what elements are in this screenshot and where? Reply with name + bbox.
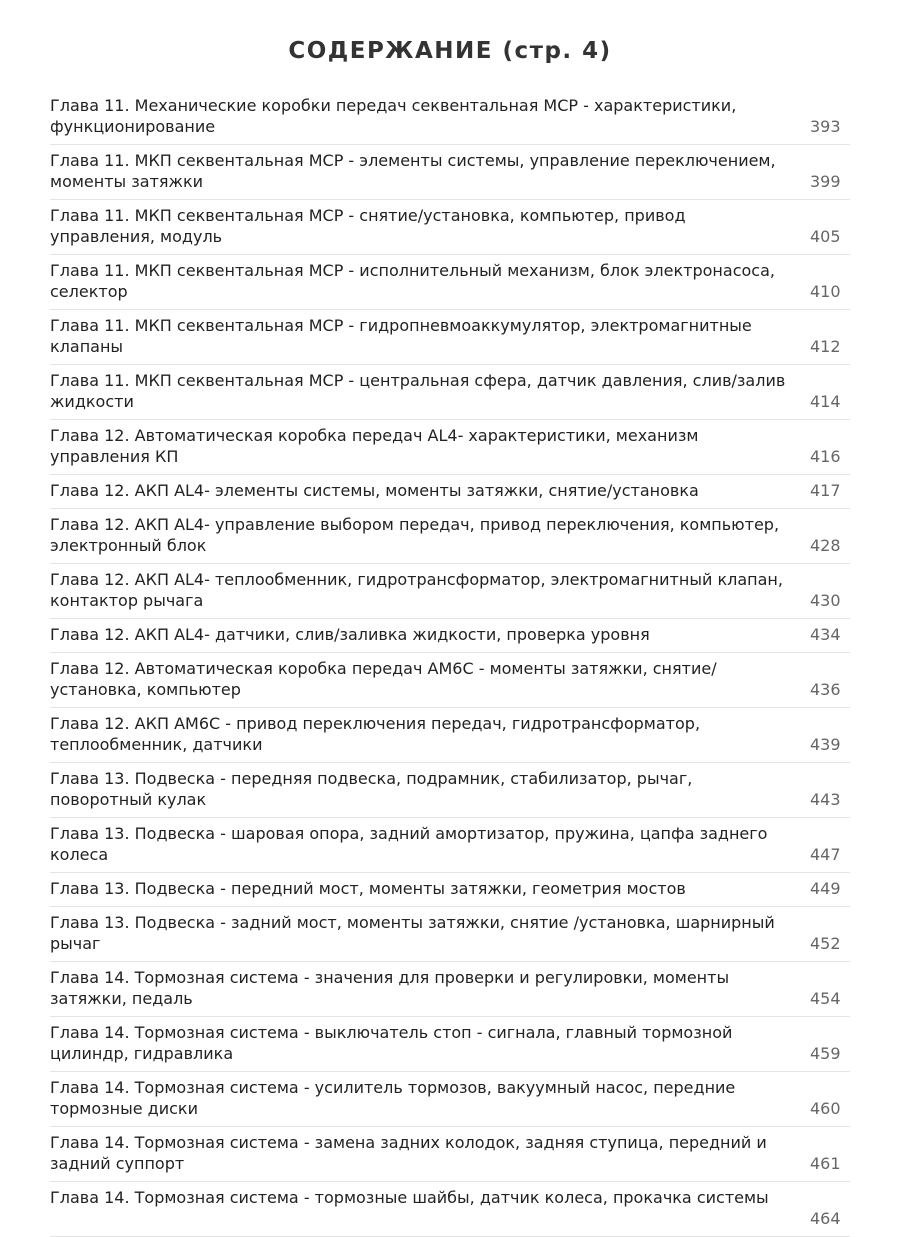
toc-entry-title: Глава 11. МКП секвентальная МСР - снятие/установка, компьютер, привод управления, модуль: [50, 206, 686, 246]
toc-entry-page: 405: [810, 227, 841, 246]
toc-entry-title: Глава 11. МКП секвентальная МСР - элементы системы, управление переключением, моменты затяжки: [50, 151, 776, 191]
toc-entry-title: Глава 11. МКП секвентальная МСР - центральная сфера, датчик давления, слив/залив жидкости: [50, 371, 786, 411]
toc-entry-page: 452: [810, 934, 841, 953]
toc-entry[interactable]: [50, 564, 850, 619]
toc-entry-title: Глава 14. Тормозная система - тормозные шайбы, датчик колеса, прокачка системы: [50, 1188, 769, 1207]
toc-entry-page: 447: [810, 845, 841, 864]
toc-entry-title: Глава 13. Подвеска - шаровая опора, задний амортизатор, пружина, цапфа заднего колеса: [50, 824, 768, 864]
toc-entry[interactable]: [50, 200, 850, 255]
toc-entry-page: 416: [810, 447, 841, 466]
toc-entry[interactable]: [50, 873, 850, 907]
toc-entry-title: Глава 11. МКП секвентальная МСР - гидропневмоаккумулятор, электромагнитные клапаны: [50, 316, 752, 356]
toc-entry[interactable]: [50, 90, 850, 145]
toc-entry-page: 393: [810, 117, 841, 136]
toc-entry-title: Глава 12. Автоматическая коробка передач AM6C - моменты затяжки, снятие/установка, компьютер: [50, 659, 717, 699]
toc-entry-title: Глава 12. АКП AL4- элементы системы, моменты затяжки, снятие/установка: [50, 481, 699, 500]
toc-entry-title: Глава 12. АКП AL4- датчики, слив/заливка жидкости, проверка уровня: [50, 625, 650, 644]
toc-entry-title: Глава 11. Механические коробки передач секвентальная МСР - характеристики, функционирование: [50, 96, 737, 136]
toc-entry-page: 464: [810, 1209, 841, 1228]
toc-entry[interactable]: [50, 619, 850, 653]
toc-entry[interactable]: [50, 365, 850, 420]
toc-entry[interactable]: [50, 907, 850, 962]
toc-entry[interactable]: [50, 310, 850, 365]
toc-entry-title: Глава 14. Тормозная система - усилитель тормозов, вакуумный насос, передние тормозные диски: [50, 1078, 736, 1118]
toc-entry[interactable]: [50, 420, 850, 475]
toc-entry-page: 417: [810, 481, 841, 500]
toc-entry[interactable]: [50, 1017, 850, 1072]
toc-entry[interactable]: [50, 653, 850, 708]
toc-entry-page: 410: [810, 282, 841, 301]
toc-entry[interactable]: [50, 509, 850, 564]
toc-entry-title: Глава 13. Подвеска - передняя подвеска, подрамник, стабилизатор, рычаг, поворотный кулак: [50, 769, 693, 809]
toc-entry-title: Глава 12. АКП AM6C - привод переключения передач, гидротрансформатор, теплообменник, датчики: [50, 714, 701, 754]
toc-entry-title: Глава 13. Подвеска - передний мост, моменты затяжки, геометрия мостов: [50, 879, 686, 898]
toc-list: [50, 90, 850, 1237]
toc-entry-page: 414: [810, 392, 841, 411]
toc-entry-page: 461: [810, 1154, 841, 1173]
toc-entry-page: 399: [810, 172, 841, 191]
toc-entry-page: 430: [810, 591, 841, 610]
toc-entry-page: 436: [810, 680, 841, 699]
toc-entry-page: 449: [810, 879, 841, 898]
toc-entry[interactable]: [50, 708, 850, 763]
toc-entry[interactable]: [50, 763, 850, 818]
toc-entry[interactable]: [50, 145, 850, 200]
toc-entry-title: Глава 11. МКП секвентальная МСР - исполнительный механизм, блок электронасоса, селектор: [50, 261, 775, 301]
toc-entry-page: 454: [810, 989, 841, 1008]
toc-entry[interactable]: [50, 255, 850, 310]
toc-entry-title: Глава 12. АКП AL4- теплообменник, гидротрансформатор, электромагнитный клапан, контактор рычага: [50, 570, 783, 610]
toc-entry-page: 428: [810, 536, 841, 555]
toc-entry-page: 460: [810, 1099, 841, 1118]
page-title: СОДЕРЖАНИЕ (стр. 4): [288, 38, 612, 64]
toc-entry-title: Глава 13. Подвеска - задний мост, моменты затяжки, снятие /установка, шарнирный рычаг: [50, 913, 775, 953]
toc-entry[interactable]: [50, 818, 850, 873]
toc-entry[interactable]: [50, 475, 850, 509]
toc-entry-page: 459: [810, 1044, 841, 1063]
toc-entry-page: 434: [810, 625, 841, 644]
toc-entry-title: Глава 12. Автоматическая коробка передач AL4- характеристики, механизм управления КП: [50, 426, 699, 466]
toc-entry[interactable]: [50, 962, 850, 1017]
toc-entry-title: Глава 12. АКП AL4- управление выбором передач, привод переключения, компьютер, электронный блок: [50, 515, 780, 555]
toc-entry-title: Глава 14. Тормозная система - выключатель стоп - сигнала, главный тормозной цилиндр, гидравлика: [50, 1023, 733, 1063]
toc-entry-title: Глава 14. Тормозная система - значения для проверки и регулировки, моменты затяжки, педаль: [50, 968, 730, 1008]
toc-entry[interactable]: [50, 1127, 850, 1182]
toc-entry-title: Глава 14. Тормозная система - замена задних колодок, задняя ступица, передний и задний суппорт: [50, 1133, 767, 1173]
toc-entry-page: 439: [810, 735, 841, 754]
toc-entry-page: 443: [810, 790, 841, 809]
toc-entry[interactable]: [50, 1072, 850, 1127]
toc-entry-page: 412: [810, 337, 841, 356]
toc-entry[interactable]: [50, 1182, 850, 1237]
